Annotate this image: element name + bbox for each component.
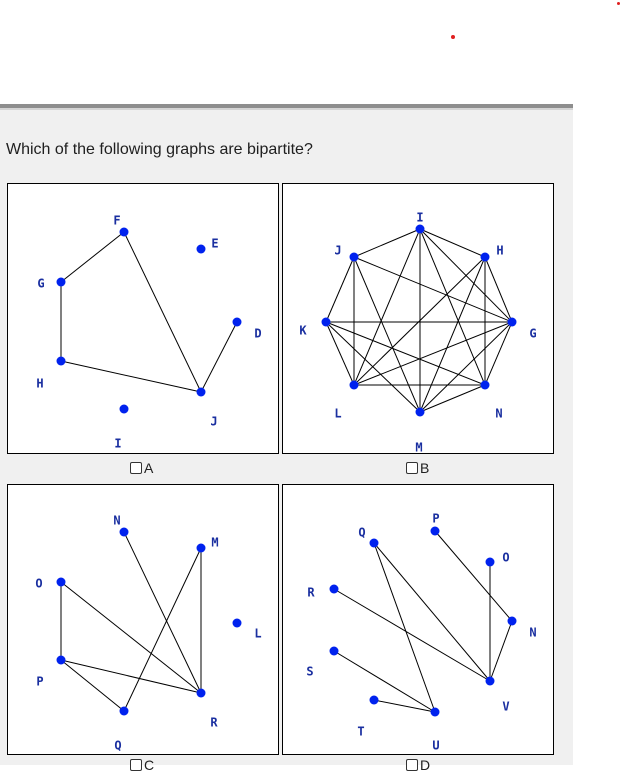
graph-d-vertex-n bbox=[508, 617, 517, 626]
graph-b-vertex-n bbox=[481, 381, 490, 390]
graph-c-edge-n-r bbox=[124, 532, 201, 693]
graph-d-vertex-label-p: P bbox=[432, 511, 440, 526]
graph-a-vertex-j bbox=[197, 388, 206, 397]
graph-d-vertex-o bbox=[486, 558, 495, 567]
graph-b bbox=[283, 184, 555, 455]
graph-d bbox=[283, 485, 555, 756]
graph-b-vertex-h bbox=[481, 253, 490, 262]
top-bar bbox=[0, 0, 622, 107]
graph-b-edge-k-m bbox=[326, 322, 420, 412]
question-text: Which of the following graphs are bipartite? bbox=[6, 141, 313, 158]
graph-c-vertex-label-o: O bbox=[35, 576, 43, 591]
graph-b-vertex-label-i: I bbox=[416, 210, 424, 225]
red-dot-marker bbox=[451, 35, 455, 39]
graph-panel-c bbox=[7, 484, 279, 755]
option-c-label: C bbox=[144, 757, 155, 773]
graph-d-vertex-label-n: N bbox=[529, 625, 537, 640]
graph-a-vertex-label-i: I bbox=[114, 436, 122, 451]
graph-c-vertex-label-q: Q bbox=[114, 738, 122, 753]
graph-d-edge-n-v bbox=[490, 621, 512, 681]
option-b[interactable] bbox=[406, 460, 429, 476]
graph-b-vertex-j bbox=[350, 253, 359, 262]
graph-panel-a bbox=[7, 183, 279, 454]
option-d[interactable] bbox=[406, 757, 430, 773]
graph-d-vertex-label-s: S bbox=[306, 664, 314, 679]
graph-c-vertex-m bbox=[197, 544, 206, 553]
graph-b-edge-g-l bbox=[354, 322, 512, 385]
graph-b-vertex-label-h: H bbox=[496, 243, 504, 258]
graph-b-vertex-label-g: G bbox=[529, 326, 537, 341]
option-a-checkbox[interactable] bbox=[130, 462, 142, 474]
graph-a-vertex-label-e: E bbox=[211, 236, 219, 251]
graph-a-vertex-label-f: F bbox=[113, 213, 121, 228]
graph-d-vertex-t bbox=[370, 696, 379, 705]
graph-c-vertex-label-n: N bbox=[113, 513, 121, 528]
graph-b-vertex-label-k: K bbox=[299, 323, 307, 338]
graph-d-vertex-label-r: R bbox=[307, 585, 315, 600]
graph-d-vertex-label-t: T bbox=[357, 724, 365, 739]
graph-d-vertex-label-o: O bbox=[502, 550, 510, 565]
graph-c-vertex-label-l: L bbox=[254, 626, 262, 641]
graph-b-vertex-label-m: M bbox=[415, 440, 423, 455]
graph-c-vertex-label-r: R bbox=[210, 715, 218, 730]
graph-b-edge-j-k bbox=[326, 257, 354, 322]
graph-d-vertex-r bbox=[330, 585, 339, 594]
graph-a-edge-f-g bbox=[61, 232, 124, 282]
graph-a-edge-f-j bbox=[124, 232, 201, 392]
graph-d-vertex-label-v: V bbox=[502, 699, 510, 714]
graph-b-vertex-label-n: N bbox=[495, 406, 503, 421]
graph-d-edge-r-v bbox=[334, 589, 490, 681]
graph-a-vertex-label-h: H bbox=[36, 376, 44, 391]
option-c-checkbox[interactable] bbox=[130, 759, 142, 771]
graph-d-vertex-label-u: U bbox=[432, 738, 440, 753]
option-b-checkbox[interactable] bbox=[406, 462, 418, 474]
graph-c-vertex-label-m: M bbox=[211, 535, 219, 550]
option-c[interactable] bbox=[130, 757, 154, 773]
graph-c-vertex-o bbox=[57, 578, 66, 587]
graph-c-vertex-p bbox=[57, 656, 66, 665]
graph-b-edge-g-m bbox=[420, 322, 512, 412]
graph-b-vertex-k bbox=[322, 318, 331, 327]
graph-d-edge-q-v bbox=[374, 543, 490, 681]
graph-d-vertex-p bbox=[431, 527, 440, 536]
option-a-label: A bbox=[144, 460, 154, 476]
graph-d-vertex-q bbox=[370, 539, 379, 548]
graph-a-vertex-i bbox=[120, 405, 129, 414]
graph-b-vertex-l bbox=[350, 381, 359, 390]
graph-b-vertex-label-l: L bbox=[334, 406, 342, 421]
graph-a-vertex-label-g: G bbox=[37, 276, 45, 291]
graph-a-vertex-label-j: J bbox=[210, 414, 218, 429]
graph-a-vertex-h bbox=[57, 357, 66, 366]
graph-a-vertex-label-d: D bbox=[254, 326, 262, 341]
graph-b-vertex-m bbox=[416, 408, 425, 417]
graph-a bbox=[8, 184, 280, 455]
graph-d-vertex-v bbox=[486, 677, 495, 686]
graph-a-edge-j-d bbox=[201, 322, 237, 392]
graph-a-vertex-d bbox=[233, 318, 242, 327]
graph-c-vertex-l bbox=[233, 619, 242, 628]
graph-b-vertex-label-j: J bbox=[334, 243, 342, 258]
graph-b-vertex-i bbox=[416, 225, 425, 234]
graph-b-vertex-g bbox=[508, 318, 517, 327]
graph-c-vertex-r bbox=[197, 689, 206, 698]
graph-a-vertex-e bbox=[197, 245, 206, 254]
graph-c bbox=[8, 485, 280, 756]
graph-panel-b bbox=[282, 183, 554, 454]
option-a[interactable] bbox=[130, 460, 153, 476]
option-d-checkbox[interactable] bbox=[406, 759, 418, 771]
graph-a-edge-h-j bbox=[61, 361, 201, 392]
graph-d-vertex-label-q: Q bbox=[358, 525, 366, 540]
option-b-label: B bbox=[420, 460, 430, 476]
graph-d-vertex-s bbox=[330, 647, 339, 656]
graph-a-vertex-g bbox=[57, 278, 66, 287]
graph-d-edge-q-u bbox=[374, 543, 435, 712]
graph-c-edge-q-m bbox=[124, 548, 201, 711]
graph-c-vertex-n bbox=[120, 528, 129, 537]
graph-d-edge-p-n bbox=[435, 531, 512, 621]
graph-a-vertex-f bbox=[120, 228, 129, 237]
graph-d-vertex-u bbox=[431, 708, 440, 717]
graph-c-vertex-q bbox=[120, 707, 129, 716]
graph-d-edge-s-u bbox=[334, 651, 435, 712]
option-d-label: D bbox=[420, 757, 431, 773]
graph-panel-d bbox=[282, 484, 554, 755]
graph-c-vertex-label-p: P bbox=[36, 674, 44, 689]
red-dot-marker bbox=[617, 2, 620, 5]
